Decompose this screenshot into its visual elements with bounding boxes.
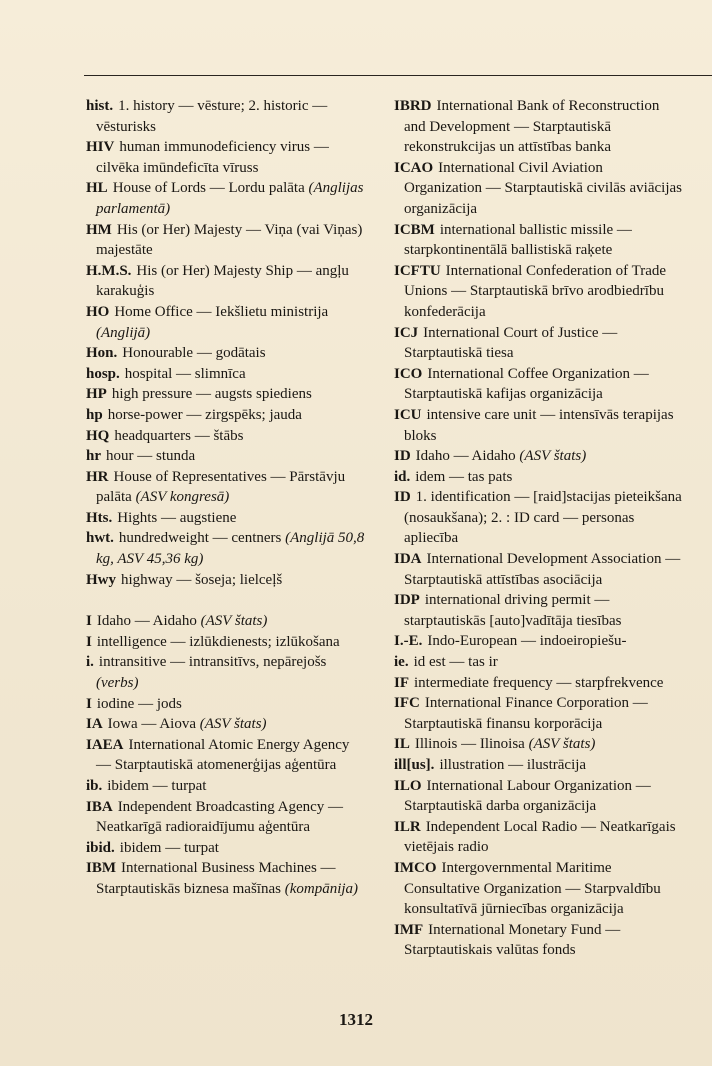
entry-headword: ill[us]. [394,757,435,773]
entry-definition: Idaho — Aidaho [415,448,516,465]
entry-definition: id est — tas ir [413,654,498,671]
entry-headword: HM [86,221,112,238]
dictionary-entry [86,858,368,899]
entry-headword: I [86,633,92,650]
entry-headword: hp [86,406,103,423]
dictionary-entry [86,137,368,178]
entry-headword: ID [394,489,411,506]
dictionary-entry [86,838,368,859]
dictionary-entry [86,426,368,447]
entry-headword: IMF [394,921,424,938]
dictionary-entry [394,920,684,961]
entry-definition: high pressure — augsts spiediens [111,386,312,403]
entry-headword: Hts. [86,509,113,526]
dictionary-entry [394,652,684,673]
entry-headword: IL [394,736,410,753]
entry-headword: HO [86,303,110,320]
entry-definition: His (or Her) Majesty Ship — angļu karakuģis [96,262,349,300]
entry-definition: Iowa — Aiova [107,716,196,733]
dictionary-entry [86,652,368,693]
right-column [394,96,684,961]
entry-definition: His (or Her) Majesty — Viņa (vai Viņas) majestāte [96,221,363,259]
entry-note: (Anglijā 50,8 kg, ASV 45,36 kg) [96,530,365,568]
entry-definition: hospital — slimnīca [124,365,246,382]
entry-definition: International Civil Aviation Organization — Starptautiskā civilās aviācijas organizācija [404,159,682,217]
entry-definition: hour — stunda [106,448,196,465]
entry-definition: intransitive — intransitīvs, nepārejošs [98,654,327,671]
dictionary-entry [86,446,368,467]
dictionary-entry [394,446,684,467]
entry-definition: International Labour Organization — Starptautiskā darba organizācija [404,777,651,815]
dictionary-entry [86,508,368,529]
entry-definition: Intergovernmental Maritime Consultative Organization — Starpvaldību konsultatīvā jūrniecības organizācija [404,859,661,918]
entry-headword: hwt. [86,530,114,547]
entry-headword: IDP [394,592,420,609]
entry-headword: Hwy [86,571,116,588]
entry-headword: ICAO [394,159,434,176]
entry-definition: Honourable — godātais [122,345,266,362]
dictionary-entry [394,631,684,652]
entry-note: (ASV štats) [528,736,596,753]
entry-headword: ICFTU [394,262,441,279]
entry-headword: I [86,613,92,630]
entry-headword: ILR [394,818,421,835]
entry-definition: Hights — augstiene [117,509,237,526]
entry-headword: id. [394,468,411,485]
header-rule [84,75,712,76]
entry-headword: IBM [86,860,116,877]
entry-note: (Anglijā) [96,324,151,341]
right-entries [394,96,684,961]
section-gap [86,590,368,611]
dictionary-entry [86,632,368,653]
entry-definition: International Court of Justice — Starptautiskā tiesa [404,324,618,362]
entry-note: (ASV štats) [200,613,268,630]
entry-headword: IA [86,716,103,733]
entry-definition: House of Lords — Lordu palāta [112,180,305,197]
left-entries-i [86,611,368,899]
dictionary-entry [394,96,684,158]
entry-definition: international ballistic missile — starpkontinentālā ballistiskā raķete [404,221,632,259]
entry-definition: Idaho — Aidaho [96,613,197,630]
entry-headword: HIV [86,139,115,156]
entry-headword: H.M.S. [86,262,132,279]
entry-headword: IMCO [394,859,437,876]
entry-definition: International Coffee Organization — Starptautiskā kafijas organizācija [404,365,649,403]
dictionary-entry [86,364,368,385]
dictionary-entry [394,734,684,755]
entry-definition: intelligence — izlūkdienests; izlūkošana [96,633,340,650]
dictionary-entry [86,528,368,569]
entry-headword: HP [86,386,107,403]
entry-definition: 1. identification — [raid]stacijas pieteikšana (nosaukšana); 2. : ID card — personas apliecība [404,489,682,547]
entry-headword: HL [86,180,108,197]
entry-note: (verbs) [96,675,139,692]
entry-headword: IAEA [86,736,124,753]
entry-definition: international driving permit — starptautiskās [auto]vadītāja tiesības [404,592,622,629]
entry-headword: IBA [86,798,113,815]
dictionary-entry [86,776,368,797]
entry-definition: Independent Local Radio — Neatkarīgais vietējais radio [404,818,676,856]
entry-note: (ASV štats) [199,716,267,733]
entry-definition: intermediate frequency — starpfrekvence [414,674,664,691]
entry-definition: House of Representatives — Pārstāvju palāta [96,468,346,506]
dictionary-entry [86,178,368,219]
dictionary-entry [86,797,368,838]
entry-headword: hr [86,448,101,465]
entry-definition: Independent Broadcasting Agency — Neatkarīgā radioraidījumu aģentūra [96,798,344,836]
entry-note: (Anglijas parlamentā) [96,180,364,217]
entry-definition: 1. history — vēsture; 2. historic — vēsturisks [96,98,328,135]
entry-note: (ASV štats) [519,448,587,465]
entry-definition: Indo-European — indoeiropiešu- [427,633,627,650]
entry-definition: illustration — ilustrācija [439,757,587,773]
left-entries-h [86,96,368,590]
entry-definition: International Business Machines — Starptautiskās biznesa mašīnas [96,860,336,897]
entry-headword: HQ [86,427,110,444]
entry-definition: International Monetary Fund — Starptautiskais valūtas fonds [404,921,621,959]
entry-headword: I.-E. [394,633,423,650]
entry-definition: horse-power — zirgspēks; jauda [107,406,302,423]
entry-headword: ILO [394,777,422,794]
dictionary-entry [394,364,684,405]
left-column [86,96,368,900]
entry-definition: iodine — jods [96,695,182,712]
dictionary-entry [394,693,684,734]
dictionary-entry [394,673,684,694]
entry-definition: idem — tas pats [415,468,513,485]
entry-headword: I [86,695,92,712]
entry-definition: headquarters — štābs [114,427,244,444]
dictionary-entry [86,96,368,137]
entry-headword: ID [394,448,411,465]
dictionary-entry [86,405,368,426]
dictionary-entry [394,755,684,776]
dictionary-entry [394,261,684,323]
entry-headword: hist. [86,98,114,114]
entry-headword: Hon. [86,345,118,362]
dictionary-entry [86,570,368,591]
entry-headword: ICO [394,365,423,382]
entry-definition: highway — šoseja; lielceļš [121,571,283,588]
dictionary-entry [86,261,368,302]
entry-headword: hosp. [86,365,120,382]
dictionary-entry [86,343,368,364]
dictionary-entry [86,714,368,735]
entry-definition: International Bank of Reconstruction and Development — Starptautiskā rekonstrukcijas un attīstības banka [404,98,660,156]
entry-headword: ie. [394,654,409,671]
page-number: 1312 [339,1010,373,1029]
entry-headword: HR [86,468,109,485]
entry-definition: International Development Association — Starptautiskā attīstības asociācija [404,551,681,588]
entry-definition: ibidem — turpat [119,839,219,856]
dictionary-entry [86,694,368,715]
entry-note: (ASV kongresā) [135,489,230,506]
entry-definition: hundredweight — centners [118,530,282,547]
dictionary-entry [394,858,684,920]
dictionary-entry [86,302,368,343]
entry-definition: intensive care unit — intensīvās terapijas bloks [404,406,674,444]
entry-headword: ibid. [86,839,115,856]
dictionary-entry [394,817,684,858]
dictionary-entry [394,467,684,488]
dictionary-entry [394,220,684,261]
dictionary-entry [86,220,368,261]
entry-definition: International Atomic Energy Agency — Starptautiskā atomenerģijas aģentūra [96,736,350,774]
dictionary-entry [394,776,684,817]
entry-headword: ib. [86,778,103,794]
dictionary-entry [86,467,368,508]
dictionary-entry [394,158,684,220]
dictionary-entry [394,487,684,549]
dictionary-entry [394,549,684,590]
entry-definition: human immunodeficiency virus — cilvēka imūndeficīta vīruss [96,139,329,176]
dictionary-entry [86,384,368,405]
entry-definition: ibidem — turpat [107,778,207,794]
entry-definition: International Confederation of Trade Unions — Starptautiskā brīvo arodbiedrību konfederācija [404,262,667,320]
dictionary-entry [86,611,368,632]
dictionary-entry [394,323,684,364]
entry-definition: Illinois — Ilinoisa [414,736,525,753]
entry-headword: IFC [394,695,420,712]
entry-headword: ICU [394,406,422,423]
entry-headword: i. [86,654,94,671]
dictionary-entry [394,590,684,631]
entry-headword: IF [394,674,409,691]
entry-headword: IDA [394,551,422,568]
entry-headword: IBRD [394,98,432,114]
entry-headword: ICBM [394,221,435,238]
entry-headword: ICJ [394,324,419,341]
dictionary-entry [394,405,684,446]
entry-definition: Home Office — Iekšlietu ministrija [114,303,329,320]
dictionary-entry [86,735,368,776]
entry-definition: International Finance Corporation — Starptautiskā finansu korporācija [404,695,648,732]
entry-note: (kompānija) [284,880,359,897]
